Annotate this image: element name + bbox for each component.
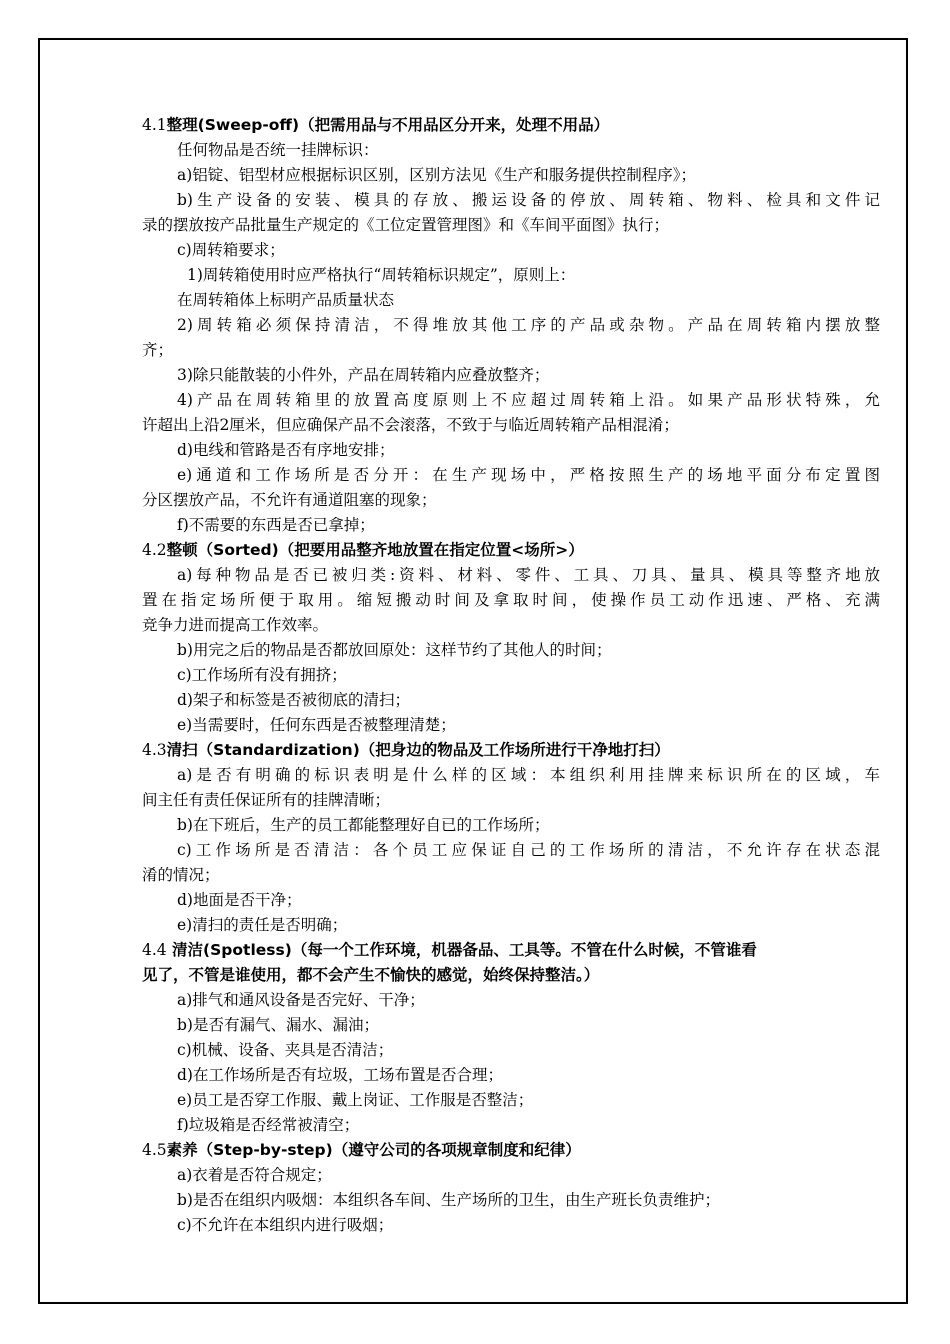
section-title: 整理(Sweep-off)（把需用品与不用品区分开来，处理不用品） [166, 116, 610, 134]
body-line: 3)除只能散装的小件外，产品在周转箱内应叠放整齐； [177, 366, 550, 384]
section-number: 4.2 [142, 541, 167, 559]
body-line: c)工作场所有没有拥挤； [177, 666, 347, 684]
body-line: d)在工作场所是否有垃圾，工场布置是否合理； [177, 1066, 503, 1084]
body-line: a)是否有明确的标识表明是什么样的区域：本组织利用挂牌来标识所在的区域，车 [177, 766, 880, 784]
body-line: 2)周转箱必须保持清洁，不得堆放其他工序的产品或杂物。产品在周转箱内摆放整 [177, 316, 880, 334]
section-title-continued: 见了，不管是谁使用，都不会产生不愉快的感觉，始终保持整洁。） [142, 966, 600, 984]
body-line: d)电线和管路是否有序地安排； [177, 441, 395, 459]
body-line: c)工作场所是否清洁：各个员工应保证自己的工作场所的清洁，不允许存在状态混 [177, 841, 880, 859]
body-line: a)衣着是否符合规定； [177, 1166, 332, 1184]
body-line: c)周转箱要求； [177, 241, 285, 259]
section-heading [142, 938, 880, 963]
body-line: b)用完之后的物品是否都放回原处：这样节约了其他人的时间； [177, 641, 612, 659]
body-line: 齐； [142, 341, 174, 359]
body-line: a)铝锭、铝型材应根据标识区别，区别方法见《生产和服务提供控制程序》； [177, 166, 697, 184]
section-heading [142, 538, 880, 563]
body-line: 置在指定场所便于取用。缩短搬动时间及拿取时间，使操作员工动作迅速、严格、充满 [142, 591, 880, 609]
body-line: c)机械、设备、夹具是否清洁； [177, 1041, 394, 1059]
section-heading [142, 1138, 880, 1163]
body-line: d)架子和标签是否被彻底的清扫； [177, 691, 410, 709]
body-line: b)是否有漏气、漏水、漏油； [177, 1016, 379, 1034]
section-title: 清洁(Spotless)（每一个工作环境，机器备品、工具等。不管在什么时候，不管谁看 [166, 941, 757, 959]
document-body [142, 113, 880, 1238]
body-line: 分区摆放产品，不允许有通道阻塞的现象； [142, 491, 437, 509]
body-line: 在周转箱体上标明产品质量状态 [177, 291, 395, 309]
body-line: d)地面是否干净； [177, 891, 302, 909]
section-number: 4.3 [142, 741, 167, 759]
section-number: 4.5 [142, 1141, 167, 1159]
body-line: 4)产品在周转箱里的放置高度原则上不应超过周转箱上沿。如果产品形状特殊，允 [177, 391, 880, 409]
section-title: 素养（Step-by-step)（遵守公司的各项规章制度和纪律） [166, 1141, 581, 1159]
body-line: e)通道和工作场所是否分开：在生产现场中，严格按照生产的场地平面分布定置图 [177, 466, 880, 484]
body-line: 1)周转箱使用时应严格执行“周转箱标识规定”，原则上： [187, 266, 576, 284]
section-title: 清扫（Standardization)（把身边的物品及工作场所进行干净地打扫） [166, 741, 670, 759]
body-line: 许超出上沿2厘米，但应确保产品不会滚落，不致于与临近周转箱产品相混淆； [142, 416, 679, 434]
body-line: 任何物品是否统一挂牌标识： [177, 141, 379, 159]
body-line: f)垃圾箱是否经常被清空； [177, 1116, 360, 1134]
body-line: a)每种物品是否已被归类:资料、材料、零件、工具、刀具、量具、模具等整齐地放 [177, 566, 880, 584]
body-line: 间主任有责任保证所有的挂牌清晰； [142, 791, 391, 809]
section-heading [142, 738, 880, 763]
section-heading [142, 113, 880, 138]
body-line: e)员工是否穿工作服、戴上岗证、工作服是否整洁； [177, 1091, 534, 1109]
body-line: c)不允许在本组织内进行吸烟； [177, 1216, 394, 1234]
body-line: 录的摆放按产品批量生产规定的《工位定置管理图》和《车间平面图》执行； [142, 216, 670, 234]
section-title: 整顿（Sorted)（把要用品整齐地放置在指定位置<场所>） [166, 541, 584, 559]
body-line: e)清扫的责任是否明确； [177, 916, 348, 934]
body-line: f)不需要的东西是否已拿掉； [177, 516, 375, 534]
section-number: 4.1 [142, 116, 167, 134]
body-line: 淆的情况； [142, 866, 220, 884]
body-line: 竞争力进而提高工作效率。 [142, 616, 329, 634]
body-line: b)是否在组织内吸烟：本组织各车间、生产场所的卫生，由生产班长负责维护； [177, 1191, 720, 1209]
section-number: 4.4 [142, 941, 167, 959]
body-line: a)排气和通风设备是否完好、干净； [177, 991, 425, 1009]
body-line: b)在下班后，生产的员工都能整理好自已的工作场所； [177, 816, 550, 834]
body-line: b)生产设备的安装、模具的存放、搬运设备的停放、周转箱、物料、检具和文件记 [177, 191, 880, 209]
body-line: e)当需要时，任何东西是否被整理清楚； [177, 716, 456, 734]
